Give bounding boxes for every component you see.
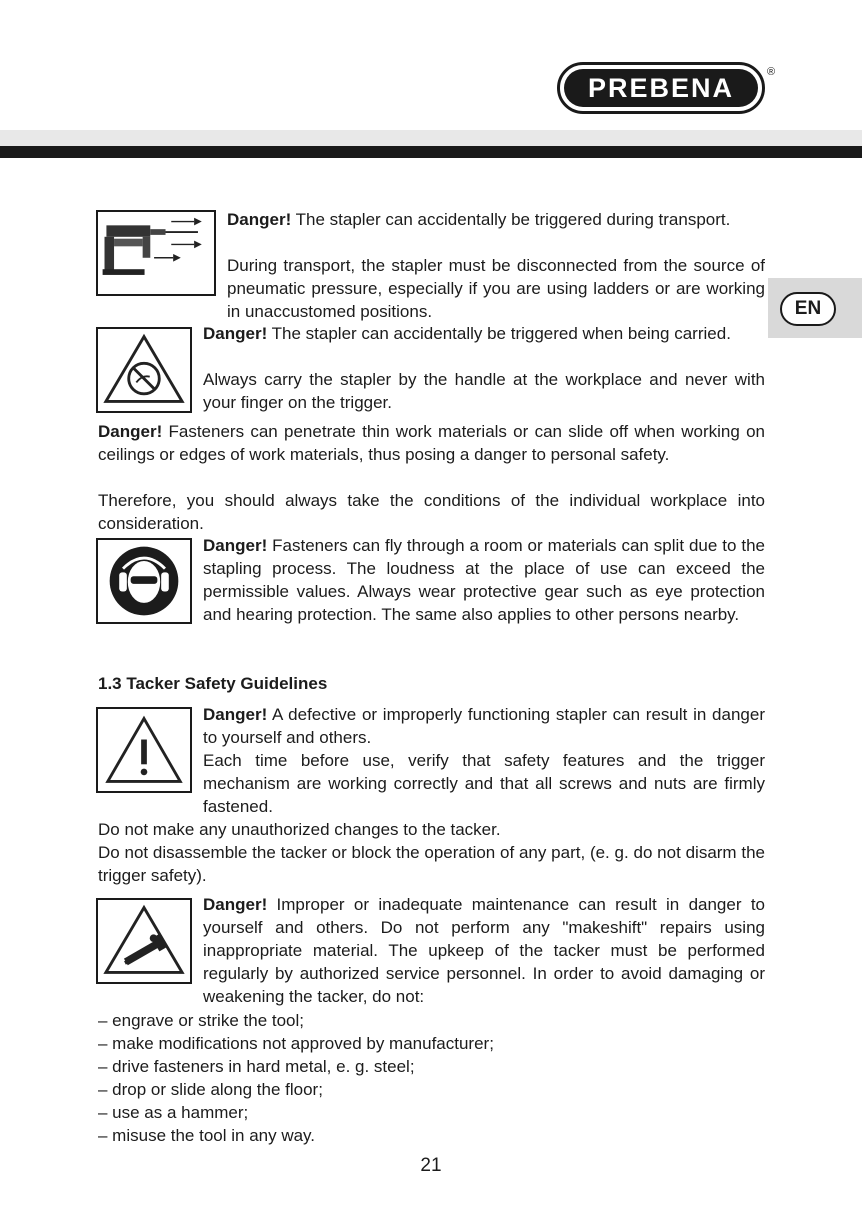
list-item: – engrave or strike the tool; <box>98 1011 305 1030</box>
block1-text: The stapler can accidentally be triggered during transport. <box>291 210 731 229</box>
block5-paragraph-2: Each time before use, verify that safety features and the trigger mechanism are working correctly and that all screws and nuts are firmly fastened. <box>203 751 765 816</box>
list-item: – use as a hammer; <box>98 1103 249 1122</box>
block6-paragraph <box>203 893 765 1008</box>
block3-paragraph <box>98 420 765 466</box>
block1-paragraph-2: During transport, the stapler must be disconnected from the source of pneumatic pressure, especially if you are using ladders or are working in unaccustomed positions. <box>227 256 765 321</box>
warning-exclamation-icon <box>96 707 192 793</box>
eye-ear-protection-icon <box>96 538 192 624</box>
stapler-disconnect-icon <box>96 210 216 296</box>
block3-paragraph-2: Therefore, you should always take the conditions of the individual workplace into consideration. <box>98 491 765 533</box>
header-band <box>0 130 862 146</box>
list-item: – misuse the tool in any way. <box>98 1126 316 1145</box>
danger-label: Danger! <box>227 210 292 229</box>
block2-paragraph-2: Always carry the stapler by the handle at the workplace and never with your finger on the trigger. <box>203 370 765 412</box>
block5-text: A defective or improperly functioning stapler can result in danger to yourself and others. <box>203 705 765 747</box>
no-finger-on-trigger-icon <box>96 327 192 413</box>
block4-text: Fasteners can fly through a room or materials can split due to the stapling process. The loudness at the place of use can exceed the permissible values. Always wear protective gear such as eye protection and hearing protection. The same also applies to other persons nearby. <box>203 536 765 624</box>
danger-label: Danger! <box>203 705 268 724</box>
block4-paragraph <box>203 534 765 626</box>
section-heading: 1.3 Tacker Safety Guidelines <box>98 674 328 693</box>
block2-paragraph <box>203 322 765 345</box>
list-item: – drive fasteners in hard metal, e. g. steel; <box>98 1057 415 1076</box>
page-number: 21 <box>420 1155 442 1176</box>
block3-text: Fasteners can penetrate thin work materials or can slide off when working on ceilings or edges of work materials, thus posing a danger to personal safety. <box>98 422 765 464</box>
danger-label: Danger! <box>203 536 268 555</box>
block5-paragraph <box>203 703 765 749</box>
danger-label: Danger! <box>203 895 268 914</box>
block1-paragraph <box>227 208 765 231</box>
danger-label: Danger! <box>203 324 268 343</box>
block2-text: The stapler can accidentally be triggered when being carried. <box>267 324 731 343</box>
block6-text: Improper or inadequate maintenance can result in danger to yourself and others. Do not perform any "makeshift" repairs using inappropriate material. The upkeep of the tacker must be performed regularly by authorized service personnel. In order to avoid damaging or weakening the tacker, do not: <box>203 895 765 1006</box>
list-item: – drop or slide along the floor; <box>98 1080 323 1099</box>
language-tab: EN <box>780 292 836 326</box>
danger-label: Danger! <box>98 422 163 441</box>
registered-mark: ® <box>767 66 776 78</box>
brand-logo <box>557 62 765 114</box>
maintenance-warning-icon <box>96 898 192 984</box>
header-rule <box>0 146 862 158</box>
disassemble-paragraph: Do not disassemble the tacker or block the operation of any part, (e. g. do not disarm the trigger safety). <box>98 843 765 885</box>
changes-paragraph: Do not make any unauthorized changes to the tacker. <box>98 820 501 839</box>
brand-name: PREBENA <box>564 69 758 107</box>
list-item: – make modifications not approved by manufacturer; <box>98 1034 494 1053</box>
